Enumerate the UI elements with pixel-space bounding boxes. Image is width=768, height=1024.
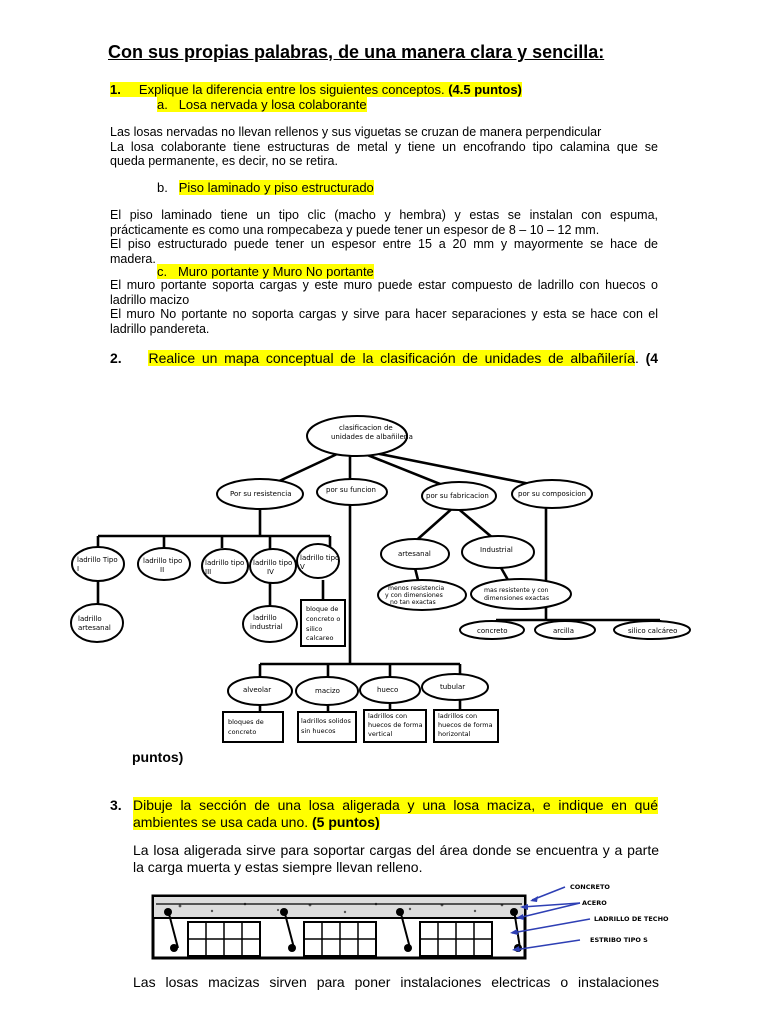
question-3-line-1: Dibuje la sección de una losa aligerada y una losa maciza, e indique en qué (133, 797, 658, 813)
question-1-highlight (110, 82, 522, 97)
node-text: ladrillo Tipo I (77, 556, 118, 573)
answer-line: prácticamente es como una rompecabeza y puede tener un espesor de 8 – 10 – 12 mm. (110, 222, 600, 237)
question-1b-label: b. (157, 180, 168, 195)
page-title: Con sus propias palabras, de una manera clara y sencilla: (108, 42, 605, 62)
answer-line: La losa aligerada sirve para soportar cargas del área donde se encuentra y a parte (133, 842, 659, 858)
label-concreto: CONCRETO (570, 883, 610, 891)
node-text: bloques de concreto (228, 718, 264, 736)
node-mas-resistente (471, 579, 571, 609)
question-2-number: 2. (110, 350, 122, 366)
question-1 (110, 82, 522, 98)
answer-line: El muro No portante no soporta cargas y sirve para hacer separaciones y esta se hace con el (110, 307, 658, 321)
question-1b-heading (157, 180, 374, 196)
answer-line: El piso laminado tiene un tipo clic (macho y hembra) y estas se instalan con espuma, (110, 208, 658, 222)
question-2-points-open: (4 (645, 350, 659, 366)
answer-1c (110, 278, 658, 336)
node-ladrillo-artesanal (71, 604, 123, 642)
answer-line: Las losas nervadas no llevan rellenos y sus viguetas se cruzan de manera perpendicular (110, 125, 602, 139)
node-text: ladrillo tipo IV (253, 559, 293, 576)
question-3-line-2-wrap (133, 814, 658, 831)
question-3-line-2: ambientes se usa cada uno. (133, 814, 309, 830)
answer-1b (110, 208, 658, 266)
answer-line: ladrillo macizo (110, 292, 190, 307)
question-2-text: Realice un mapa conceptual de la clasificación de unidades de albañilería (148, 350, 635, 366)
node-text: ladrillo tipo II (143, 557, 183, 574)
answer-line: ladrillo pandereta. (110, 321, 210, 336)
question-1a-label: a. (157, 97, 168, 112)
question-2 (110, 350, 658, 367)
node-text: por su composicion (518, 490, 586, 498)
answer-3-last-line: Las losas macizas sirven para poner instalaciones electricas o instalaciones (133, 974, 659, 990)
slab-labels (570, 883, 669, 944)
node-text: mas resistente y con dimensiones exactas (484, 587, 550, 602)
question-1c-title: Muro portante y Muro No portante (177, 264, 374, 279)
question-2-points-close: puntos) (132, 749, 184, 765)
question-1-number: 1. (110, 82, 121, 97)
node-text: ladrillo industrial (250, 614, 283, 631)
question-1b-title: Piso laminado y piso estructurado (178, 180, 374, 195)
question-3 (110, 797, 658, 831)
node-alveolar-desc (223, 712, 283, 742)
node-text: hueco (377, 686, 399, 694)
concept-map-labels (77, 424, 677, 738)
question-2-period: . (634, 350, 639, 366)
node-text: menos resistencia y con dimensiones no tan exactas (385, 585, 445, 606)
node-text: ladrillo tipo III (205, 559, 245, 576)
node-tipo-1 (72, 547, 124, 581)
node-text: ladrillos con huecos de forma horizontal (438, 712, 493, 738)
answer-line: la carga muerta y estas siempre llevan relleno. (133, 859, 423, 875)
question-1-text: Explique la diferencia entre los siguientes conceptos. (138, 82, 445, 97)
answer-line: La losa colaborante tiene estructuras de metal y tiene un encofrando tipo calamina que se (110, 139, 658, 154)
question-1c-label: c. (157, 264, 168, 279)
answer-line: El muro portante soporta cargas y este muro puede estar compuesto de ladrillo con huecos o (110, 278, 658, 292)
node-text: macizo (315, 687, 340, 695)
node-text: concreto (477, 627, 508, 635)
node-root-text: clasificacion de unidades de albañileria (331, 424, 413, 441)
node-text: por su funcion (326, 486, 376, 494)
node-text: bloque de concreto o silico calcareo (306, 605, 341, 642)
answer-line: madera. (110, 251, 156, 266)
answer-3-paragraph (133, 842, 659, 876)
answer-line: El piso estructurado puede tener un espesor entre 15 a 20 mm y mayormente se hace de (110, 237, 658, 251)
label-ladrillo-techo: LADRILLO DE TECHO (594, 915, 669, 923)
node-text: ladrillo artesanal (78, 615, 111, 632)
label-acero: ACERO (582, 899, 607, 907)
node-text: tubular (440, 683, 466, 691)
question-3-points: (5 puntos) (312, 814, 380, 830)
node-text: ladrillo tipo V (300, 554, 340, 571)
concept-map (60, 408, 700, 748)
slab-concrete-layer (153, 896, 525, 918)
question-3-number: 3. (110, 797, 122, 813)
question-1-points: (4.5 puntos) (448, 82, 522, 97)
node-text: ladrillos con huecos de forma vertical (368, 712, 423, 738)
node-text: silico calcáreo (628, 627, 678, 635)
node-text: alveolar (243, 686, 272, 694)
node-text: ladrillos solidos sin huecos (301, 717, 351, 735)
label-estribo: ESTRIBO TIPO S (590, 936, 648, 944)
node-text: artesanal (398, 550, 431, 558)
node-text: Industrial (480, 546, 513, 554)
losa-aligerada-diagram (150, 878, 670, 962)
node-text: Por su resistencia (230, 490, 292, 498)
answer-1a (110, 125, 658, 169)
question-1a-heading (157, 97, 367, 113)
question-1a-title: Losa nervada y losa colaborante (178, 97, 367, 112)
node-text: arcilla (553, 627, 574, 635)
answer-line: queda permanente, es decir, no se retira. (110, 154, 338, 168)
node-text: por su fabricacion (426, 492, 489, 500)
